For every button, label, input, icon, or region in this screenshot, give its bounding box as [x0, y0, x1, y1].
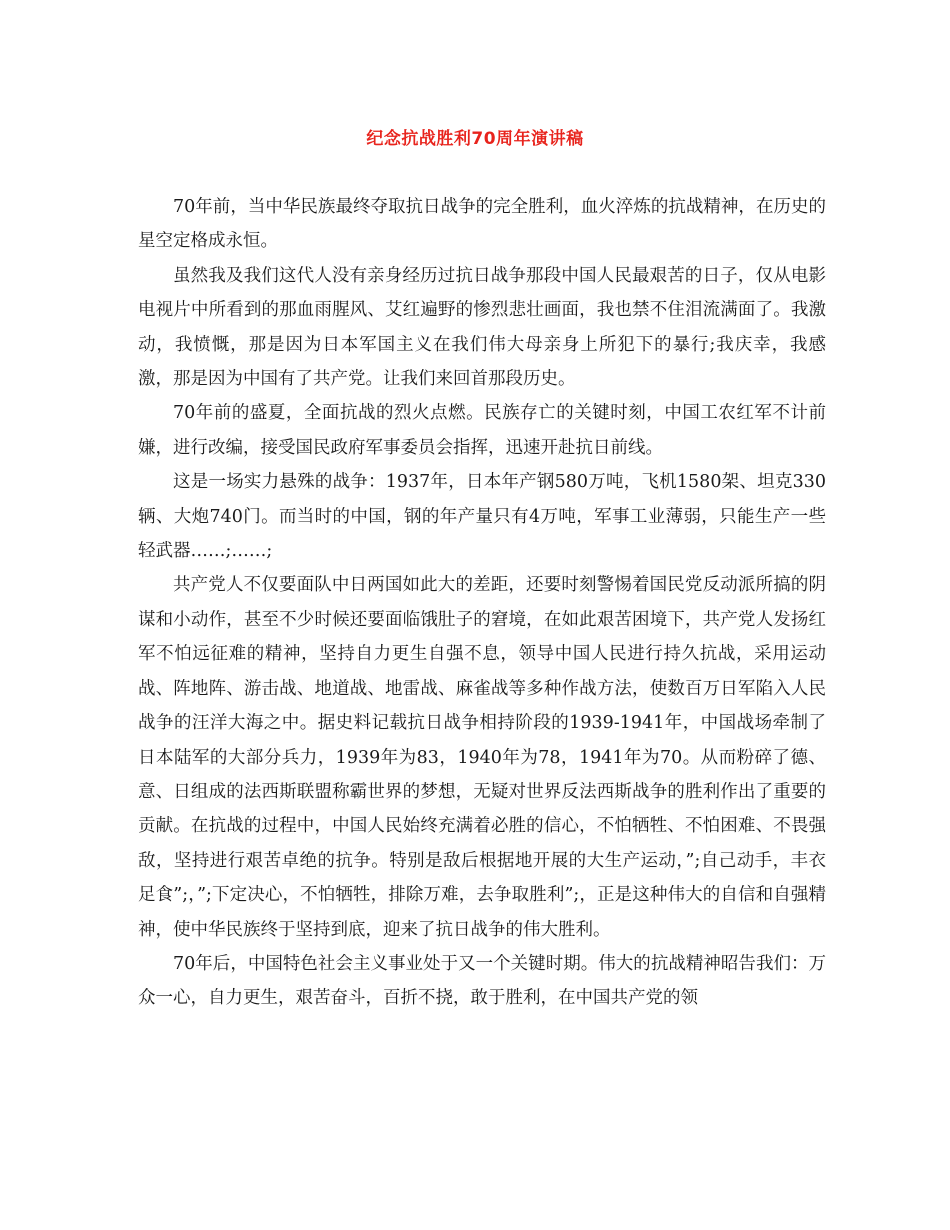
- paragraph: 共产党人不仅要面队中日两国如此大的差距，还要时刻警惕着国民党反动派所搞的阴谋和小动作，甚至不少时候还要面临饿肚子的窘境，在如此艰苦困境下，共产党人发扬红军不怕远征难的精神，坚持自力更生自强不息，领导中国人民进行持久抗战，采用运动战、阵地阵、游击战、地道战、地雷战、麻雀战等多种作战方法，使数百万日军陷入人民战争的汪洋大海之中。据史料记载抗日战争相持阶段的1939-1941年，中国战场牵制了日本陆军的大部分兵力，1939年为83，1940年为78，1941年为70。从而粉碎了德、意、日组成的法西斯联盟称霸世界的梦想，无疑对世界反法西斯战争的胜利作出了重要的贡献。在抗战的过程中，中国人民始终充满着必胜的信心，不怕牺牲、不怕困难、不畏强敌，坚持进行艰苦卓绝的抗争。特别是敌后根据地开展的大生产运动，”;自己动手，丰衣足食”;，”;下定决心，不怕牺牲，排除万难，去争取胜利”;，正是这种伟大的自信和自强精神，使中华民族终于坚持到底，迎来了抗日战争的伟大胜利。: [138, 575, 826, 940]
- document-title: 纪念抗战胜利70周年演讲稿: [366, 129, 584, 149]
- paragraph: 虽然我及我们这代人没有亲身经历过抗日战争那段中国人民最艰苦的日子，仅从电影电视片中所看到的那血雨腥风、艾红遍野的惨烈悲壮画面，我也禁不住泪流满面了。我激动，我愤慨，那是因为日本军国主义在我们伟大母亲身上所犯下的暴行;我庆幸，我感激，那是因为中国有了共产党。让我们来回首那段历史。: [138, 265, 826, 390]
- document-body: [138, 190, 826, 1016]
- paragraph: 70年前，当中华民族最终夺取抗日战争的完全胜利，血火淬炼的抗战精神，在历史的星空定格成永恒。: [138, 197, 826, 252]
- paragraph: 70年前的盛夏，全面抗战的烈火点燃。民族存亡的关键时刻，中国工农红军不计前嫌，进行改编，接受国民政府军事委员会指挥，迅速开赴抗日前线。: [138, 403, 826, 458]
- paragraph: 70年后，中国特色社会主义事业处于又一个关键时期。伟大的抗战精神昭告我们：万众一心，自力更生，艰苦奋斗，百折不挠，敢于胜利，在中国共产党的领: [138, 953, 826, 1009]
- paragraph: 这是一场实力悬殊的战争：1937年，日本年产钢580万吨，飞机1580架、坦克330辆、大炮740门。而当时的中国，钢的年产量只有4万吨，军事工业薄弱，只能生产一些轻武器……;……;: [138, 472, 826, 562]
